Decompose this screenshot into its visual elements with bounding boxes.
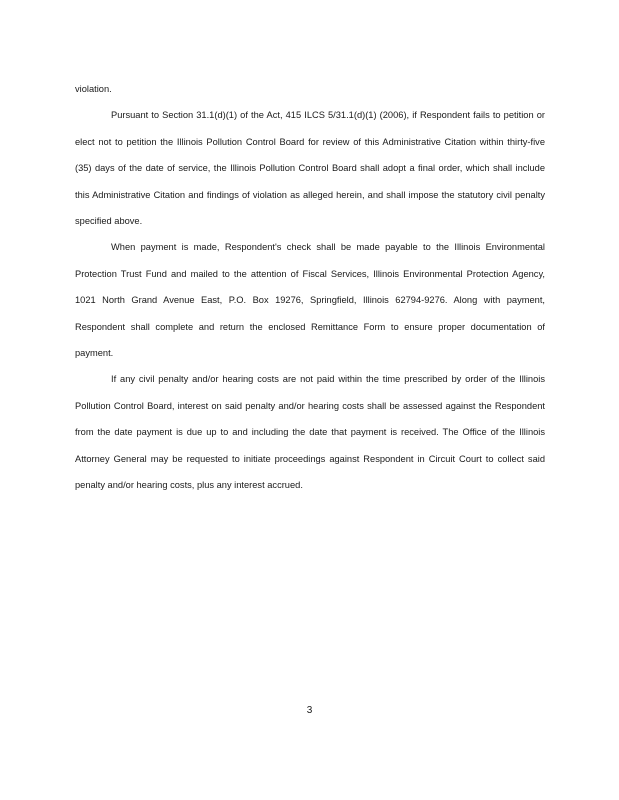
paragraph-continuation: violation. — [75, 84, 112, 94]
body-text — [75, 76, 545, 499]
paragraph-petition-deadline: Pursuant to Section 31.1(d)(1) of the Act, 415 ILCS 5/31.1(d)(1) (2006), if Respondent fails to petition or elect not to petition the Illinois Pollution Control Board for review of this Administrative Citation within thirty-five (35) days of the date of service, the Illinois Pollution Control Board shall adopt a final order, which shall include this Administrative Citation and findings of violation as alleged herein, and shall impose the statutory civil penalty specified above. — [75, 110, 545, 227]
paragraph-payment-instructions: When payment is made, Respondent's check shall be made payable to the Illinois Environmental Protection Trust Fund and mailed to the attention of Fiscal Services, Illinois Environmental Protection Agency, 1021 North Grand Avenue East, P.O. Box 19276, Springfield, Illinois 62794-9276. Along with payment, Respondent shall complete and return the enclosed Remittance Form to ensure proper documentation of payment. — [75, 242, 545, 359]
page-number: 3 — [306, 705, 313, 716]
paragraph-interest-assessment: If any civil penalty and/or hearing costs are not paid within the time prescribed by order of the Illinois Pollution Control Board, interest on said penalty and/or hearing costs shall be assessed against the Respondent from the date payment is due up to and including the date that payment is received. The Office of the Illinois Attorney General may be requested to initiate proceedings against Respondent in Circuit Court to collect said penalty and/or hearing costs, plus any interest accrued. — [75, 374, 545, 491]
